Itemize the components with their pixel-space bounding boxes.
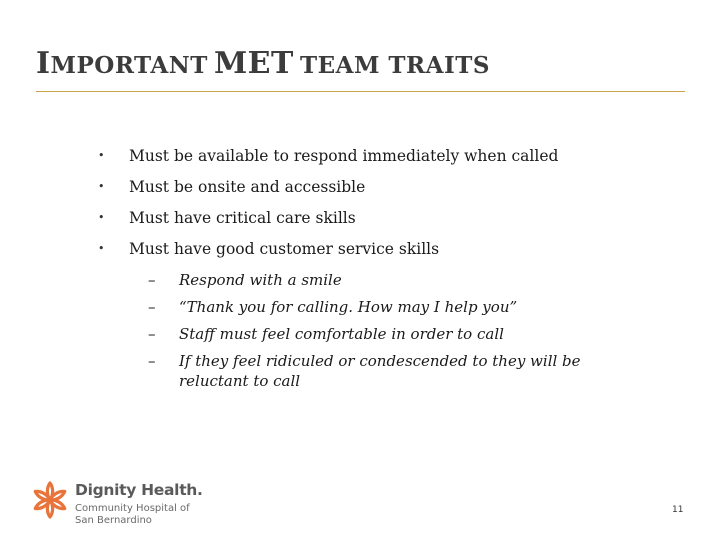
- bullet-text: Must be available to respond immediately when called: [129, 147, 559, 165]
- sub-bullet-text: Staff must feel comfortable in order to call: [179, 325, 504, 343]
- slide-title: [36, 46, 490, 81]
- bullet-item: [98, 142, 658, 173]
- bullet-marker: •: [98, 242, 105, 255]
- logo-subtitle-line-1: Community Hospital of: [75, 503, 190, 514]
- sub-bullet-list: [148, 270, 588, 398]
- sub-bullet-text: Respond with a smile: [179, 271, 342, 289]
- bullet-text: Must have critical care skills: [129, 209, 356, 227]
- bullet-marker: •: [98, 211, 105, 224]
- bullet-item: [98, 204, 658, 235]
- sub-bullet-item: [148, 297, 588, 317]
- sub-bullet-text: If they feel ridiculed or condescended to they will be reluctant to call: [179, 352, 581, 390]
- bullet-item: [98, 235, 658, 266]
- sub-bullet-marker: –: [148, 325, 156, 343]
- logo-subtitle: [75, 503, 190, 527]
- page-number: 11: [672, 505, 684, 515]
- bullet-item: [98, 173, 658, 204]
- sub-bullet-text: “Thank you for calling. How may I help you”: [179, 298, 518, 316]
- title-rest: TEAM TRAITS: [299, 52, 490, 79]
- title-divider: [36, 91, 685, 92]
- sub-bullet-item: [148, 324, 588, 344]
- logo-subtitle-line-2: San Bernardino: [75, 515, 152, 526]
- title-acronym: MET: [213, 46, 294, 81]
- sub-bullet-marker: –: [148, 298, 156, 316]
- sub-bullet-marker: –: [148, 271, 156, 289]
- title-first-rest: MPORTANT: [50, 52, 208, 79]
- title-first-letter: I: [36, 46, 51, 81]
- bullet-list: [98, 142, 658, 266]
- bullet-text: Must have good customer service skills: [129, 240, 440, 258]
- bullet-marker: •: [98, 180, 105, 193]
- bullet-marker: •: [98, 149, 105, 162]
- sub-bullet-item: [148, 270, 588, 290]
- sub-bullet-marker: –: [148, 352, 156, 370]
- dignity-health-logo: [30, 480, 230, 530]
- dignity-health-starburst-icon: [30, 480, 70, 520]
- bullet-text: Must be onsite and accessible: [129, 178, 366, 196]
- logo-name: Dignity Health.: [75, 481, 203, 499]
- sub-bullet-item: [148, 351, 588, 391]
